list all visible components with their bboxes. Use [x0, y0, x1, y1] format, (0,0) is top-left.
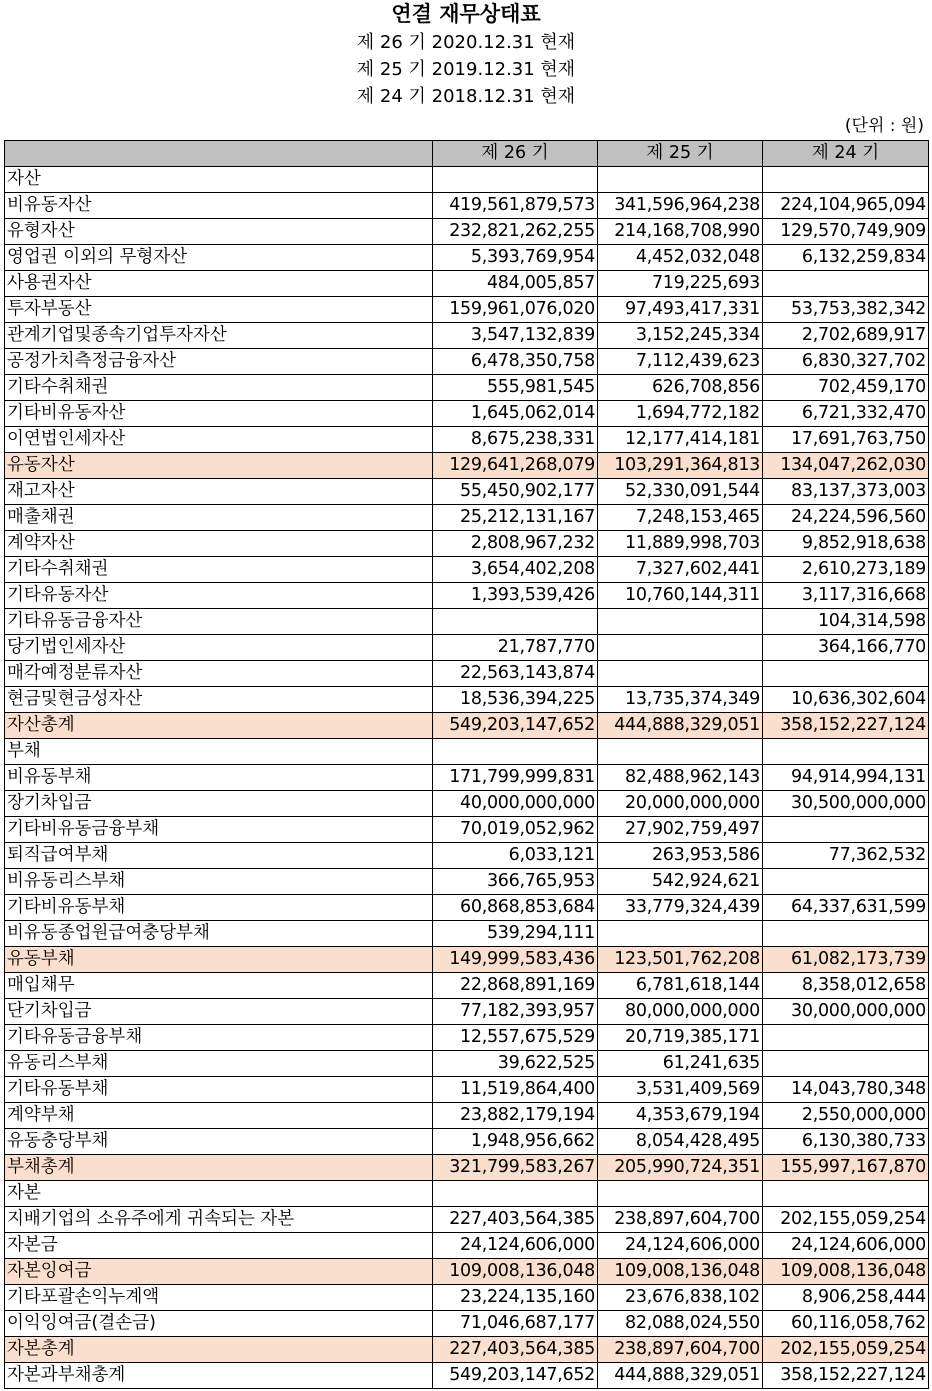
- value-period-25: 123,501,762,208: [598, 947, 763, 973]
- table-row: [5, 1207, 929, 1233]
- value-period-26: 22,563,143,874: [433, 661, 598, 687]
- value-period-24: [763, 661, 929, 687]
- value-period-24: 129,570,749,909: [763, 219, 929, 245]
- row-label: 유동충당부채: [5, 1129, 433, 1155]
- row-label: 기타수취채권: [5, 375, 433, 401]
- value-period-25: 214,168,708,990: [598, 219, 763, 245]
- value-period-26: 23,882,179,194: [433, 1103, 598, 1129]
- row-label: 비유동리스부채: [5, 869, 433, 895]
- table-row: [5, 583, 929, 609]
- value-period-24: 6,721,332,470: [763, 401, 929, 427]
- value-period-25: 341,596,964,238: [598, 193, 763, 219]
- row-label: 유동자산: [5, 453, 433, 479]
- value-period-24: 6,132,259,834: [763, 245, 929, 271]
- row-label: 이익잉여금(결손금): [5, 1311, 433, 1337]
- table-row: [5, 1233, 929, 1259]
- table-row: [5, 609, 929, 635]
- value-period-24: 17,691,763,750: [763, 427, 929, 453]
- row-label: 자본잉여금: [5, 1259, 433, 1285]
- table-row: [5, 713, 929, 739]
- table-row: [5, 349, 929, 375]
- value-period-26: 39,622,525: [433, 1051, 598, 1077]
- row-label: 장기차입금: [5, 791, 433, 817]
- value-period-25: 6,781,618,144: [598, 973, 763, 999]
- table-header-row: [5, 141, 929, 167]
- value-period-25: 103,291,364,813: [598, 453, 763, 479]
- value-period-25: 13,735,374,349: [598, 687, 763, 713]
- table-row: [5, 323, 929, 349]
- value-period-24: 60,116,058,762: [763, 1311, 929, 1337]
- value-period-25: 1,694,772,182: [598, 401, 763, 427]
- value-period-25: 626,708,856: [598, 375, 763, 401]
- value-period-24: [763, 817, 929, 843]
- value-period-24: 8,358,012,658: [763, 973, 929, 999]
- value-period-26: 549,203,147,652: [433, 713, 598, 739]
- row-label: 당기법인세자산: [5, 635, 433, 661]
- row-label: 자산: [5, 167, 433, 193]
- value-period-25: [598, 739, 763, 765]
- value-period-26: 6,478,350,758: [433, 349, 598, 375]
- value-period-26: [433, 1181, 598, 1207]
- row-label: 자본과부채총계: [5, 1363, 433, 1389]
- row-label: 매출채권: [5, 505, 433, 531]
- value-period-25: 27,902,759,497: [598, 817, 763, 843]
- value-period-25: 263,953,586: [598, 843, 763, 869]
- row-label: 기타유동자산: [5, 583, 433, 609]
- value-period-24: 77,362,532: [763, 843, 929, 869]
- table-row: [5, 1311, 929, 1337]
- value-period-24: 202,155,059,254: [763, 1337, 929, 1363]
- row-label: 기타비유동금융부채: [5, 817, 433, 843]
- value-period-25: 61,241,635: [598, 1051, 763, 1077]
- table-row: [5, 427, 929, 453]
- table-row: [5, 1077, 929, 1103]
- row-label: 자산총계: [5, 713, 433, 739]
- table-row: [5, 817, 929, 843]
- table-row: [5, 401, 929, 427]
- table-row: [5, 219, 929, 245]
- balance-sheet-table: [4, 140, 929, 1389]
- value-period-24: [763, 869, 929, 895]
- value-period-25: 238,897,604,700: [598, 1337, 763, 1363]
- value-period-24: [763, 921, 929, 947]
- value-period-24: 24,124,606,000: [763, 1233, 929, 1259]
- row-label: 기타비유동자산: [5, 401, 433, 427]
- value-period-26: 366,765,953: [433, 869, 598, 895]
- value-period-25: 542,924,621: [598, 869, 763, 895]
- row-label: 관계기업및종속기업투자자산: [5, 323, 433, 349]
- value-period-26: 21,787,770: [433, 635, 598, 661]
- table-row: [5, 1337, 929, 1363]
- row-label: 계약부채: [5, 1103, 433, 1129]
- value-period-24: 24,224,596,560: [763, 505, 929, 531]
- row-label: 매각예정분류자산: [5, 661, 433, 687]
- value-period-26: 70,019,052,962: [433, 817, 598, 843]
- value-period-26: 22,868,891,169: [433, 973, 598, 999]
- table-row: [5, 505, 929, 531]
- value-period-25: 7,112,439,623: [598, 349, 763, 375]
- table-row: [5, 947, 929, 973]
- row-label: 기타포괄손익누계액: [5, 1285, 433, 1311]
- value-period-25: 444,888,329,051: [598, 713, 763, 739]
- value-period-24: 8,906,258,444: [763, 1285, 929, 1311]
- value-period-24: 134,047,262,030: [763, 453, 929, 479]
- table-row: [5, 557, 929, 583]
- row-label: 자본: [5, 1181, 433, 1207]
- table-row: [5, 765, 929, 791]
- value-period-26: 71,046,687,177: [433, 1311, 598, 1337]
- value-period-26: 484,005,857: [433, 271, 598, 297]
- value-period-26: 18,536,394,225: [433, 687, 598, 713]
- period-line-26: 제 26 기 2020.12.31 현재: [356, 32, 576, 53]
- table-row: [5, 297, 929, 323]
- value-period-26: [433, 609, 598, 635]
- value-period-25: 4,452,032,048: [598, 245, 763, 271]
- value-period-26: 227,403,564,385: [433, 1207, 598, 1233]
- value-period-24: [763, 1051, 929, 1077]
- table-row: [5, 167, 929, 193]
- value-period-24: 358,152,227,124: [763, 713, 929, 739]
- value-period-24: 364,166,770: [763, 635, 929, 661]
- header-period-24: 제 24 기: [763, 141, 929, 167]
- value-period-25: 52,330,091,544: [598, 479, 763, 505]
- value-period-24: [763, 271, 929, 297]
- value-period-26: [433, 739, 598, 765]
- table-body: [5, 167, 929, 1389]
- value-period-24: 155,997,167,870: [763, 1155, 929, 1181]
- period-line-25: 제 25 기 2019.12.31 현재: [356, 59, 576, 80]
- value-period-25: 80,000,000,000: [598, 999, 763, 1025]
- value-period-25: 238,897,604,700: [598, 1207, 763, 1233]
- value-period-26: 40,000,000,000: [433, 791, 598, 817]
- value-period-24: 358,152,227,124: [763, 1363, 929, 1389]
- row-label: 기타비유동부채: [5, 895, 433, 921]
- value-period-24: 30,500,000,000: [763, 791, 929, 817]
- table-row: [5, 375, 929, 401]
- value-period-24: 14,043,780,348: [763, 1077, 929, 1103]
- row-label: 투자부동산: [5, 297, 433, 323]
- table-row: [5, 1103, 929, 1129]
- value-period-25: [598, 1181, 763, 1207]
- table-row: [5, 479, 929, 505]
- header-label-column: [5, 141, 433, 167]
- value-period-24: 104,314,598: [763, 609, 929, 635]
- value-period-24: 202,155,059,254: [763, 1207, 929, 1233]
- value-period-25: 20,000,000,000: [598, 791, 763, 817]
- value-period-26: 11,519,864,400: [433, 1077, 598, 1103]
- value-period-24: 64,337,631,599: [763, 895, 929, 921]
- value-period-26: 171,799,999,831: [433, 765, 598, 791]
- value-period-26: 3,654,402,208: [433, 557, 598, 583]
- value-period-24: 702,459,170: [763, 375, 929, 401]
- value-period-25: 97,493,417,331: [598, 297, 763, 323]
- row-label: 재고자산: [5, 479, 433, 505]
- table-row: [5, 1363, 929, 1389]
- value-period-25: 82,088,024,550: [598, 1311, 763, 1337]
- period-line-24: 제 24 기 2018.12.31 현재: [356, 86, 576, 107]
- row-label: 이연법인세자산: [5, 427, 433, 453]
- row-label: 부채: [5, 739, 433, 765]
- table-row: [5, 1025, 929, 1051]
- table-row: [5, 635, 929, 661]
- value-period-26: 129,641,268,079: [433, 453, 598, 479]
- value-period-26: 1,645,062,014: [433, 401, 598, 427]
- table-row: [5, 843, 929, 869]
- value-period-26: 6,033,121: [433, 843, 598, 869]
- row-label: 비유동부채: [5, 765, 433, 791]
- value-period-24: 53,753,382,342: [763, 297, 929, 323]
- value-period-26: 555,981,545: [433, 375, 598, 401]
- row-label: 지배기업의 소유주에게 귀속되는 자본: [5, 1207, 433, 1233]
- table-row: [5, 1285, 929, 1311]
- value-period-24: 3,117,316,668: [763, 583, 929, 609]
- row-label: 기타유동부채: [5, 1077, 433, 1103]
- value-period-25: 24,124,606,000: [598, 1233, 763, 1259]
- row-label: 부채총계: [5, 1155, 433, 1181]
- value-period-24: 94,914,994,131: [763, 765, 929, 791]
- value-period-24: 2,610,273,189: [763, 557, 929, 583]
- value-period-25: 109,008,136,048: [598, 1259, 763, 1285]
- value-period-26: 12,557,675,529: [433, 1025, 598, 1051]
- value-period-25: 444,888,329,051: [598, 1363, 763, 1389]
- value-period-24: 10,636,302,604: [763, 687, 929, 713]
- table-row: [5, 791, 929, 817]
- row-label: 기타유동금융자산: [5, 609, 433, 635]
- table-row: [5, 245, 929, 271]
- value-period-26: 109,008,136,048: [433, 1259, 598, 1285]
- value-period-26: [433, 167, 598, 193]
- value-period-26: 60,868,853,684: [433, 895, 598, 921]
- value-period-25: 3,531,409,569: [598, 1077, 763, 1103]
- value-period-25: [598, 167, 763, 193]
- table-row: [5, 895, 929, 921]
- value-period-26: 55,450,902,177: [433, 479, 598, 505]
- value-period-25: 10,760,144,311: [598, 583, 763, 609]
- row-label: 유동리스부채: [5, 1051, 433, 1077]
- value-period-24: [763, 167, 929, 193]
- value-period-26: 321,799,583,267: [433, 1155, 598, 1181]
- value-period-25: 82,488,962,143: [598, 765, 763, 791]
- value-period-26: 159,961,076,020: [433, 297, 598, 323]
- row-label: 자본총계: [5, 1337, 433, 1363]
- table-row: [5, 999, 929, 1025]
- row-label: 단기차입금: [5, 999, 433, 1025]
- statement-title: 연결 재무상태표: [391, 2, 541, 26]
- value-period-26: 3,547,132,839: [433, 323, 598, 349]
- value-period-26: 549,203,147,652: [433, 1363, 598, 1389]
- value-period-26: 25,212,131,167: [433, 505, 598, 531]
- value-period-24: 30,000,000,000: [763, 999, 929, 1025]
- value-period-25: 205,990,724,351: [598, 1155, 763, 1181]
- value-period-26: 419,561,879,573: [433, 193, 598, 219]
- value-period-26: 539,294,111: [433, 921, 598, 947]
- row-label: 매입채무: [5, 973, 433, 999]
- value-period-25: 11,889,998,703: [598, 531, 763, 557]
- value-period-25: 23,676,838,102: [598, 1285, 763, 1311]
- row-label: 공정가치측정금융자산: [5, 349, 433, 375]
- table-row: [5, 1155, 929, 1181]
- row-label: 영업권 이외의 무형자산: [5, 245, 433, 271]
- value-period-25: 33,779,324,439: [598, 895, 763, 921]
- value-period-24: 9,852,918,638: [763, 531, 929, 557]
- header-period-26: 제 26 기: [433, 141, 598, 167]
- table-row: [5, 1181, 929, 1207]
- row-label: 계약자산: [5, 531, 433, 557]
- value-period-25: [598, 661, 763, 687]
- row-label: 비유동자산: [5, 193, 433, 219]
- unit-label: (단위 : 원): [844, 116, 924, 136]
- value-period-26: 1,948,956,662: [433, 1129, 598, 1155]
- value-period-25: 7,327,602,441: [598, 557, 763, 583]
- value-period-24: 109,008,136,048: [763, 1259, 929, 1285]
- table-row: [5, 869, 929, 895]
- value-period-25: 4,353,679,194: [598, 1103, 763, 1129]
- table-row: [5, 1129, 929, 1155]
- value-period-26: 232,821,262,255: [433, 219, 598, 245]
- value-period-25: [598, 609, 763, 635]
- table-row: [5, 739, 929, 765]
- value-period-25: 7,248,153,465: [598, 505, 763, 531]
- value-period-24: [763, 1181, 929, 1207]
- header-period-25: 제 25 기: [598, 141, 763, 167]
- table-row: [5, 1259, 929, 1285]
- row-label: 현금및현금성자산: [5, 687, 433, 713]
- value-period-26: 8,675,238,331: [433, 427, 598, 453]
- value-period-26: 23,224,135,160: [433, 1285, 598, 1311]
- row-label: 유동부채: [5, 947, 433, 973]
- value-period-24: [763, 1025, 929, 1051]
- value-period-24: 2,702,689,917: [763, 323, 929, 349]
- value-period-25: 20,719,385,171: [598, 1025, 763, 1051]
- value-period-24: 6,830,327,702: [763, 349, 929, 375]
- table-row: [5, 453, 929, 479]
- value-period-25: 8,054,428,495: [598, 1129, 763, 1155]
- row-label: 사용권자산: [5, 271, 433, 297]
- table-row: [5, 973, 929, 999]
- row-label: 기타유동금융부채: [5, 1025, 433, 1051]
- value-period-26: 24,124,606,000: [433, 1233, 598, 1259]
- value-period-24: 6,130,380,733: [763, 1129, 929, 1155]
- value-period-25: 3,152,245,334: [598, 323, 763, 349]
- row-label: 비유동종업원급여충당부채: [5, 921, 433, 947]
- value-period-25: 719,225,693: [598, 271, 763, 297]
- value-period-26: 77,182,393,957: [433, 999, 598, 1025]
- value-period-24: 224,104,965,094: [763, 193, 929, 219]
- table-row: [5, 271, 929, 297]
- table-row: [5, 1051, 929, 1077]
- table-row: [5, 661, 929, 687]
- value-period-25: [598, 921, 763, 947]
- row-label: 퇴직급여부채: [5, 843, 433, 869]
- value-period-24: 61,082,173,739: [763, 947, 929, 973]
- value-period-26: 5,393,769,954: [433, 245, 598, 271]
- value-period-25: 12,177,414,181: [598, 427, 763, 453]
- value-period-24: 2,550,000,000: [763, 1103, 929, 1129]
- value-period-26: 2,808,967,232: [433, 531, 598, 557]
- value-period-26: 149,999,583,436: [433, 947, 598, 973]
- value-period-26: 1,393,539,426: [433, 583, 598, 609]
- row-label: 자본금: [5, 1233, 433, 1259]
- row-label: 유형자산: [5, 219, 433, 245]
- value-period-25: [598, 635, 763, 661]
- table-row: [5, 193, 929, 219]
- value-period-24: 83,137,373,003: [763, 479, 929, 505]
- table-row: [5, 687, 929, 713]
- table-row: [5, 921, 929, 947]
- value-period-24: [763, 739, 929, 765]
- table-row: [5, 531, 929, 557]
- value-period-26: 227,403,564,385: [433, 1337, 598, 1363]
- row-label: 기타수취채권: [5, 557, 433, 583]
